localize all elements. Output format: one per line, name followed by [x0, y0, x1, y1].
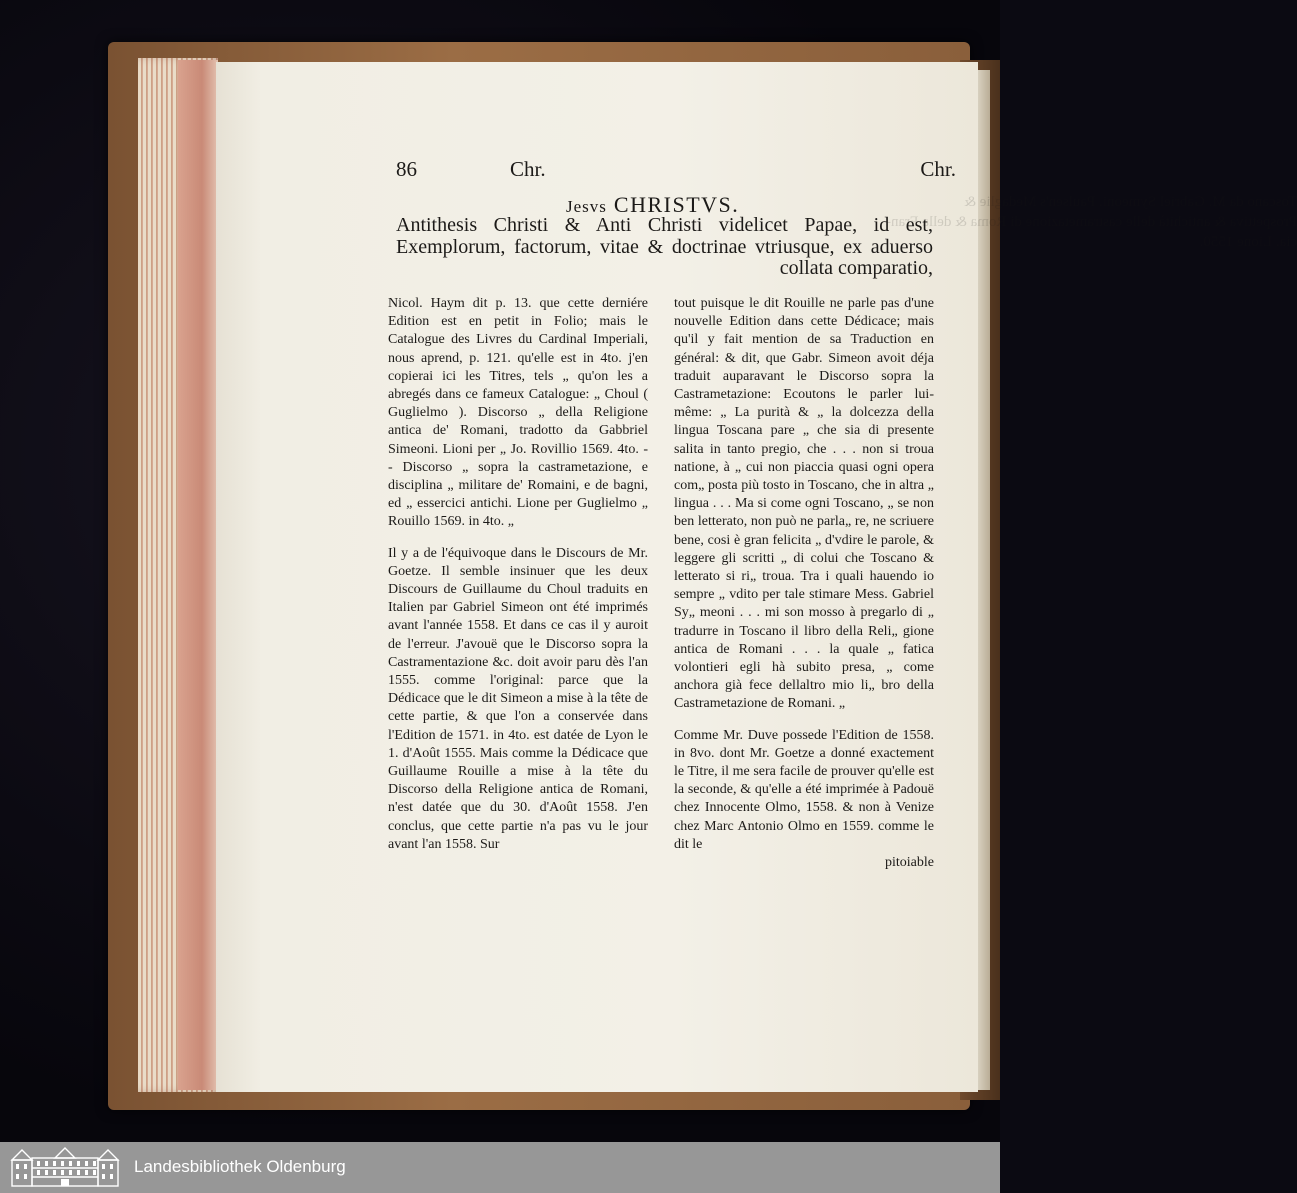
left-column: [388, 295, 648, 854]
header-left: Chr.: [510, 157, 546, 181]
library-name[interactable]: Landesbibliothek Oldenburg: [134, 1157, 346, 1176]
title-prefix: Jesvs: [566, 197, 607, 216]
footer-bar: [0, 1142, 1000, 1193]
header-right: Chr.: [920, 157, 956, 181]
title-main: CHRISTVS.: [613, 192, 740, 217]
paragraph: Nicol. Haym dit p. 13. que cette derniére Edition est en petit in Folio; mais le Catalogue des Livres du Cardinal Imperiali, nous aprend, p. 121. qu'elle est in 4to. j'en copierai ici les Titres, tels „ qu'on les a abregés dans ce fameux Catalogue: „ Choul ( Guglielmo ). Discorso „ della Religione antica de' Romani, tradotto da Gabbriel Simeoni. Lioni per „ Jo. Rovillio 1569. 4to. - - Discorso „ sopra la castrametazione, e disciplina „ militare de' Romaini, e de bagni, ed „ essercici antichi. Lione per Guglielmo „ Rouillo 1569. in 4to. „: [388, 296, 648, 530]
entry-subtitle: Antithesis Christi & Anti Christi videlicet Papae, id est, Exemplorum, factorum, vitae & doctrinae vtriusque, ex aduerso collata comparatio,: [396, 214, 933, 279]
show-through-text: Toscano da M. Gabriel Symeoni. Paulsen's Medaglie & Prospettiva & antichità delle castrametazione di Roma & della Fran- cia. Lione 1550.: [886, 194, 1297, 250]
paragraph: tout puisque le dit Rouille ne parle pas d'une nouvelle Edition dans cette Dédicace; mais qu'il y fait mention de sa Traduction en général: & dit, que Gabr. Simeon avoit déja traduit auparavant le Discorso sopra la Castrametazione: Ecoutons le parler lui-même: „ La purità & „ la dolcezza della lingua Toscana pare „ che sia di presente salita in tanto pregio, che . . . non si troua natione, à „ cui non piaccia quasi ogni opera com„ posta più tosto in Toscano, che in altra „ lingua . . . Ma si come ogni Toscano, „ se non ben letterato, non può ne parla„ re, ne scriuere bene, cosi è gran felicita „ d'vdire le parole, & leggere gli scritti „ di colui che Toscano & letterato si ri„ troua. Tra i quali hauendo io sempre „ vdito per tale stimare Mess. Gabriel Sy„ meoni . . . mi son mosso à pregarlo di „ tradurre in Toscano il libro della Reli„ gione antica de Romani . . . la quale „ fatica volontieri egli hà subito presa, „ come anchora già fece dellaltro mio li„ bro della Castrametazione de Romani. „: [674, 296, 934, 712]
page-number: 86: [396, 157, 417, 181]
library-building-logo-icon: [8, 1146, 122, 1188]
page-edge-red: [178, 60, 218, 1090]
paragraph: Il y a de l'équivoque dans le Discours de Mr. Goetze. Il semble insinuer que les deux Discours de Guillaume du Choul traduits en Italien par Gabriel Simeon ont été imprimés avant l'année 1558. Et dans ce cas il y auroit de l'erreur. J'avouë que le Discorso sopra la Castramentazione &c. doit avoir paru dès l'an 1555. comme l'original: parce que la Dédicace que le dit Simeon a mise à la tête de cette partie, & que l'on a conservée dans l'Edition de 1571. in 4to. est datée de Lyon le 1. d'Août 1555. Mais comme la Dédicace que Guillaume Rouille a mise à la tête du Discorso della Religione antica de Romani, n'est datée que du 30. d'Août 1558. J'en conclus, que cette partie n'a pas vu le jour avant l'an 1558. Sur: [388, 545, 648, 852]
catchword: pitoiable: [885, 855, 934, 871]
right-column: [674, 295, 934, 872]
running-header: [396, 157, 956, 183]
paragraph: Comme Mr. Duve possede l'Edition de 1558. in 8vo. dont Mr. Goetze a donné exactement le Titre, il me sera facile de prouver qu'elle est la seconde, & qu'elle a été imprimée à Padouë chez Innocente Olmo, 1558. & non à Venize chez Marc Antonio Olmo en 1559. comme le dit le: [674, 727, 934, 852]
book-page: [216, 62, 1297, 1092]
